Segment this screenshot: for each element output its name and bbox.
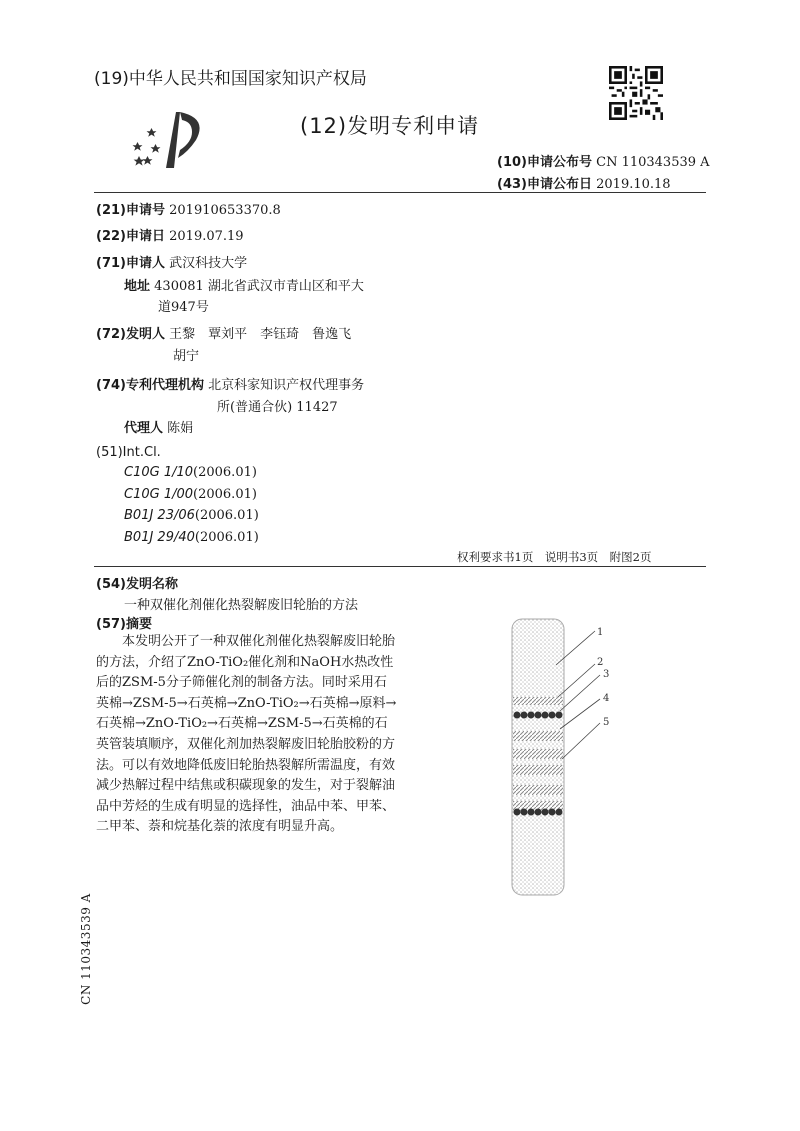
agency-line-2: 所(普通合伙) 11427 [217,400,338,415]
class-version: (2006.01) [193,465,257,480]
agent-row [124,417,193,436]
agent: 陈娟 [167,421,194,436]
publication-date-label: (43)申请公布日 [497,177,592,192]
class-entry [124,530,259,545]
class-entry [124,487,257,502]
qr-code [609,66,663,120]
address-line-1: 430081 湖北省武汉市青山区和平大 [154,279,364,294]
abstract-label-row [96,613,152,632]
title-label [96,573,178,592]
agency-line-1: 北京科家知识产权代理事务 [208,378,365,393]
publication-date: 2019.10.18 [596,177,671,192]
abstract-paragraph: 本发明公开了一种双催化剂催化热裂解废旧轮胎的方法，介绍了ZnO-TiO₂催化剂和NaOH水热改性后的ZSM-5分子筛催化剂的制备方法。同时采用石英棉→ZSM-5→石英棉→ZnO-TiO₂→石英棉→原料→石英棉→ZnO-TiO₂→石英棉→ZSM-5→石英棉的石英管装填顺序，双催化剂加热裂解废旧轮胎胶粉的方法。可以有效地降低废旧轮胎热裂解所需温度，有效减少热解过程中结焦或积碳现象的发生，对于裂解油品中芳烃的生成有明显的选择性，油品中苯、甲苯、二甲苯、萘和烷基化萘的浓度有明显升高。 [96,634,397,835]
class-code: C10G 1/10 [124,465,194,480]
callout-5: 5 [603,717,610,728]
applicant: 武汉科技大学 [169,256,248,271]
application-number-row [96,199,281,218]
class-code: B01J 23/06 [124,508,195,523]
publication-number-row [497,151,710,170]
address-line-2: 道947号 [158,300,209,315]
class-version: (2006.01) [193,487,257,502]
class-entry [124,508,259,523]
intcl-label: (51)Int.Cl. [96,445,161,460]
callout-1: 1 [597,627,604,638]
bib-rule [94,566,706,567]
office-name: (19)中华人民共和国国家知识产权局 [94,69,367,89]
class-entry [124,465,257,480]
applicant-label: (71)申请人 [96,256,165,271]
class-code: C10G 1/00 [124,487,194,502]
abstract-label: (57)摘要 [96,617,152,632]
quartz-tube-figure [500,615,625,900]
address-row [124,275,364,294]
class-version: (2006.01) [194,530,259,545]
side-publication-number: CN 110343539 A [79,893,93,1005]
callout-3: 3 [603,669,610,680]
applicant-row [96,252,247,271]
invention-title-label: (54)发明名称 [96,577,178,592]
application-date-label: (22)申请日 [96,229,165,244]
class-code: B01J 29/40 [124,530,195,545]
publication-number-label: (10)申请公布号 [497,155,592,170]
callout-2: 2 [597,657,604,668]
abstract-text [96,632,398,838]
application-number-label: (21)申请号 [96,203,165,218]
application-date-row [96,225,244,244]
inventors-label: (72)发明人 [96,327,165,342]
agency-label: (74)专利代理机构 [96,378,204,393]
address-label: 地址 [124,279,151,294]
application-date: 2019.07.19 [169,229,244,244]
inventors-line-2: 胡宁 [173,349,200,364]
agent-label: 代理人 [124,421,164,436]
agency-row [96,374,364,393]
invention-title: 一种双催化剂催化热裂解废旧轮胎的方法 [124,598,359,613]
page-counts: 权利要求书1页 说明书3页 附图2页 [457,550,652,564]
application-number: 201910653370.8 [169,203,281,218]
patent-office-emblem [130,108,210,172]
inventors-line-1: 王黎 覃刘平 李钰琦 鲁逸飞 [169,327,352,342]
callout-4: 4 [603,693,610,704]
publication-date-row [497,173,671,192]
publication-number: CN 110343539 A [596,155,710,170]
header-rule [94,192,706,193]
class-version: (2006.01) [194,508,259,523]
document-type: (12)发明专利申请 [300,114,480,138]
inventors-row [96,323,351,342]
